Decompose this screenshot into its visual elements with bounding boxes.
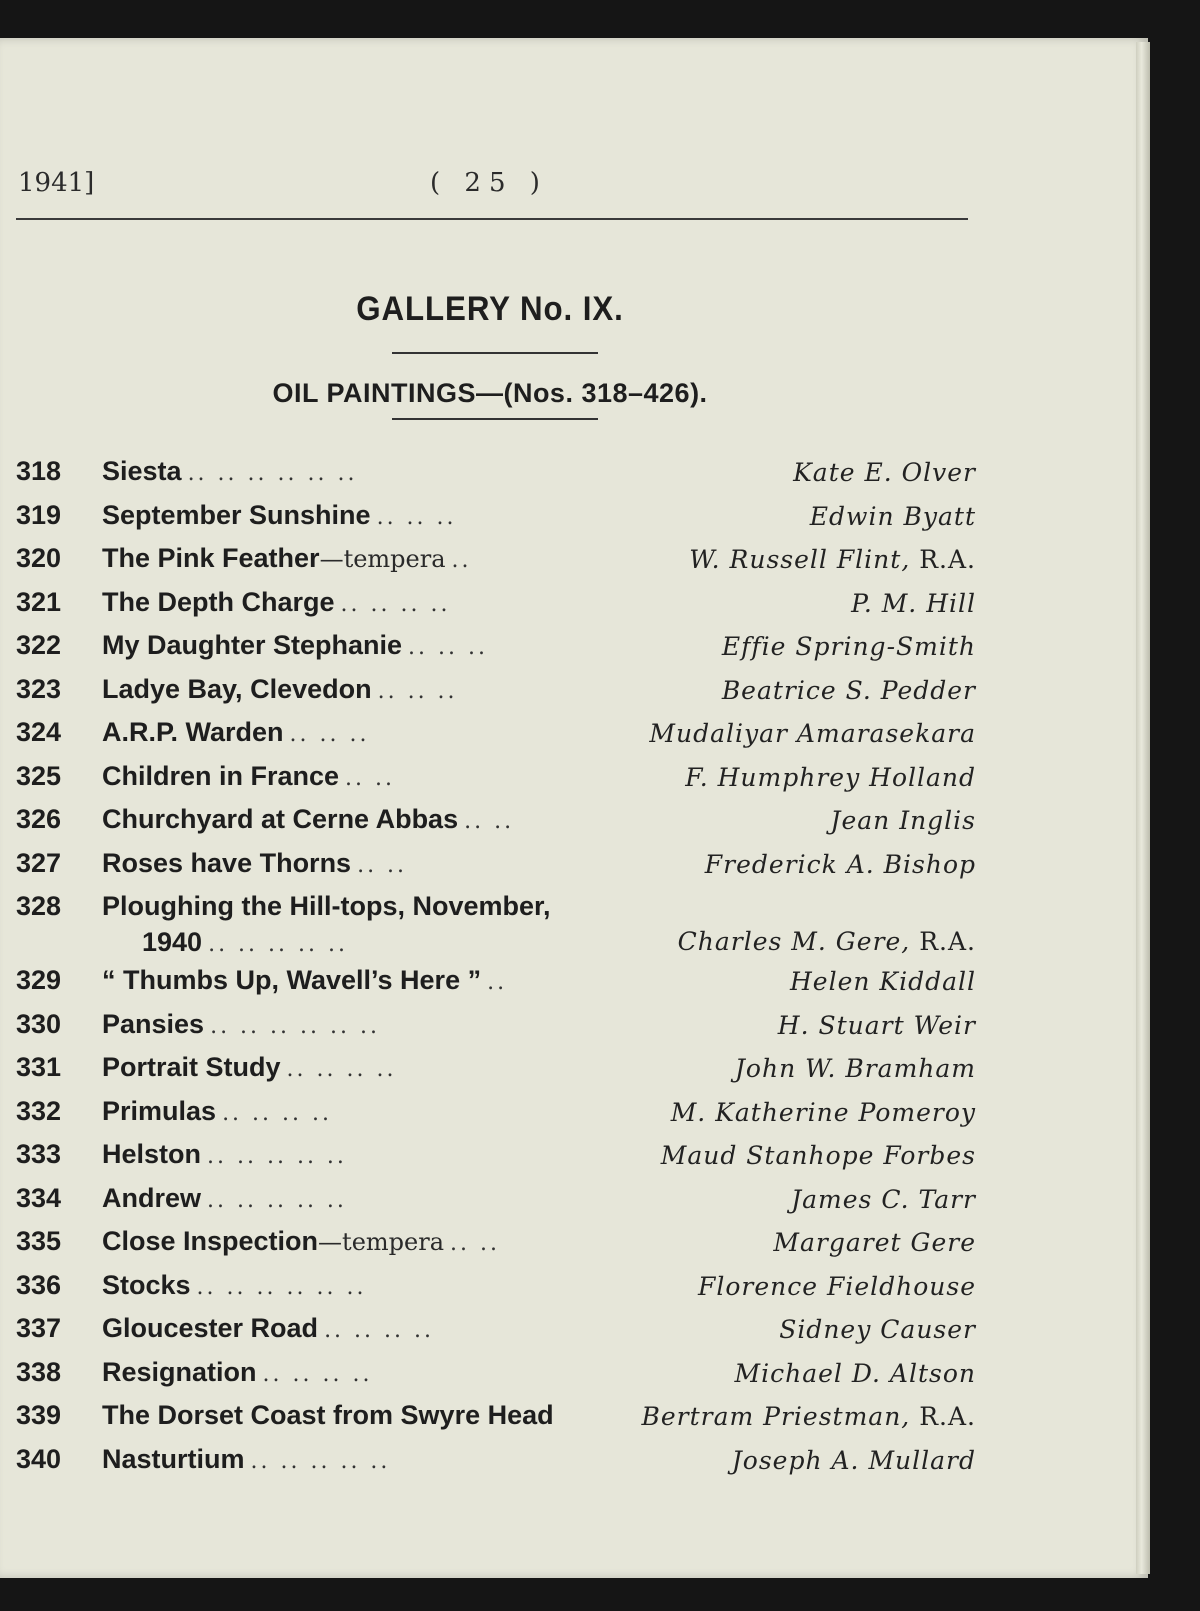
entry-artist: [596, 806, 976, 835]
catalogue-entry: [16, 887, 976, 961]
catalogue-entry: [16, 1179, 976, 1223]
catalogue-entry: [16, 844, 976, 888]
entry-title-text: Ploughing the Hill-tops, November,: [102, 891, 551, 921]
catalogue-entry: [16, 961, 976, 1005]
leader-dots: .. ..: [345, 765, 396, 791]
leader-dots: .. .. ..: [377, 678, 458, 704]
entry-artist: [596, 1185, 976, 1214]
entry-title-text: A.R.P. Warden: [102, 717, 284, 747]
section-rule: [392, 418, 598, 420]
catalogue-entry: [16, 1396, 976, 1440]
artist-name: Kate E. Olver: [793, 458, 976, 487]
entry-title-text: Primulas: [102, 1095, 217, 1126]
entry-number: 332: [16, 1095, 62, 1126]
entry-title: [102, 1270, 596, 1301]
artist-name: Effie Spring-Smith: [721, 632, 976, 661]
catalogue-entry: [16, 800, 976, 844]
leader-dots: .. ..: [450, 1231, 500, 1256]
entry-title: [102, 1444, 596, 1475]
entry-title-text: Helston: [102, 1139, 202, 1169]
entry-title-text: Nasturtium: [102, 1443, 245, 1474]
catalogue-entry: [16, 670, 976, 714]
entry-artist: [596, 1054, 976, 1083]
artist-honour: R.A.: [919, 545, 976, 574]
leader-dots: ..: [451, 548, 472, 573]
leader-dots: .. .. .. ..: [340, 591, 451, 617]
catalogue-entry: [16, 1266, 976, 1310]
catalogue-entry: [16, 539, 976, 583]
leader-dots: ..: [487, 970, 508, 995]
entry-title-text: Stocks: [102, 1269, 191, 1300]
catalogue-entry: [16, 1353, 976, 1397]
entry-medium: —tempera: [319, 545, 446, 573]
artist-name: M. Katherine Pomeroy: [670, 1097, 976, 1127]
artist-name: Sidney Causer: [779, 1315, 976, 1344]
artist-name: Bertram Priestman,: [641, 1402, 911, 1431]
catalogue-entry: [16, 1092, 976, 1136]
entry-number: 335: [16, 1226, 62, 1256]
entry-title-text: Gloucester Road: [102, 1313, 319, 1343]
entry-artist: [596, 545, 976, 574]
entry-number: 322: [16, 630, 62, 660]
entry-title-text: The Depth Charge: [102, 586, 335, 617]
entry-title-text: The Pink Feather: [102, 543, 320, 573]
leader-dots: .. .. .. .. .. ..: [196, 1274, 367, 1300]
catalogue-entry: [16, 1222, 976, 1266]
artist-name: Charles M. Gere,: [677, 927, 911, 956]
entry-title: [102, 1009, 596, 1040]
entry-title: [102, 965, 596, 996]
entry-title: [102, 1400, 596, 1431]
artist-name: Florence Fieldhouse: [698, 1271, 976, 1301]
entry-title-text: “ Thumbs Up, Wavell’s Here ”: [102, 965, 482, 995]
entry-number: 339: [16, 1400, 62, 1430]
catalogue-page: [0, 38, 1148, 1578]
entry-title: [102, 1313, 596, 1344]
catalogue-entry: [16, 626, 976, 670]
leader-dots: .. ..: [464, 809, 515, 834]
entry-title-continuation: [142, 927, 596, 958]
running-header: [0, 130, 980, 198]
entry-number: 336: [16, 1269, 62, 1300]
entry-artist: [596, 1141, 976, 1170]
entry-number: 330: [16, 1008, 62, 1039]
section-title: OIL PAINTINGS—(Nos. 318–426).: [272, 378, 708, 408]
entry-number: 325: [16, 760, 62, 791]
entry-title-text: Andrew: [102, 1182, 202, 1213]
artist-name: P. M. Hill: [851, 588, 976, 618]
entry-artist: [596, 1272, 976, 1301]
entry-title: [102, 1052, 596, 1083]
artist-name: H. Stuart Weir: [777, 1010, 976, 1040]
header-rule: [16, 218, 968, 220]
entry-title: [102, 456, 596, 487]
artist-name: W. Russell Flint,: [689, 545, 911, 574]
entry-artist: [596, 763, 976, 792]
catalogue-entry: [16, 452, 976, 496]
entry-title: [102, 1096, 596, 1127]
entry-title: [102, 1226, 596, 1257]
artist-name: Maud Stanhope Forbes: [660, 1141, 976, 1170]
entry-title: [102, 543, 596, 574]
entry-number: 337: [16, 1313, 62, 1343]
leader-dots: .. .. ..: [408, 635, 488, 660]
entry-title-text: Roses have Thorns: [102, 847, 352, 878]
leader-dots: .. .. .. .. ..: [250, 1448, 391, 1474]
entry-number: 323: [16, 673, 62, 704]
leader-dots: .. .. .. ..: [286, 1057, 397, 1082]
entry-number: 329: [16, 965, 62, 995]
entry-title: [102, 804, 596, 835]
entry-title: [102, 1139, 596, 1170]
artist-name: Edwin Byatt: [809, 501, 976, 531]
leader-dots: .. .. ..: [376, 504, 457, 530]
entry-artist: [596, 1011, 976, 1040]
catalogue-entry: [16, 1440, 976, 1484]
entry-title-text: Close Inspection: [102, 1226, 319, 1256]
entry-number: 320: [16, 543, 62, 573]
catalogue-entry: [16, 757, 976, 801]
entry-title-text: Portrait Study: [102, 1052, 281, 1082]
leader-dots: .. .. ..: [289, 722, 370, 747]
entry-artist: [596, 1228, 976, 1257]
artist-honour: R.A.: [919, 1402, 976, 1431]
entry-artist: [596, 1315, 976, 1344]
title-rule: [392, 352, 598, 354]
entry-artist: [596, 1359, 976, 1388]
catalogue-entry: [16, 496, 976, 540]
entry-title: [102, 500, 596, 531]
entry-artist: [596, 1446, 976, 1475]
entry-number: 326: [16, 804, 62, 834]
artist-name: Beatrice S. Pedder: [721, 675, 976, 705]
entry-artist: [596, 927, 976, 956]
leader-dots: .. .. .. .. ..: [208, 932, 348, 957]
artist-name: Margaret Gere: [773, 1228, 976, 1257]
page-number: ( 25 ): [430, 168, 548, 198]
artist-name: Frederick A. Bishop: [704, 849, 976, 879]
entry-title-text: Children in France: [102, 760, 340, 791]
entry-title-text: My Daughter Stephanie: [102, 630, 403, 660]
entry-number: 328: [16, 891, 62, 921]
entry-artist: [596, 676, 976, 705]
entry-artist: [596, 502, 976, 531]
entry-title: [102, 630, 596, 661]
leader-dots: .. .. .. ..: [262, 1361, 373, 1387]
leader-dots: .. .. .. .. .. ..: [187, 461, 358, 486]
artist-name: Michael D. Altson: [734, 1358, 976, 1388]
artist-honour: R.A.: [919, 927, 976, 956]
entry-title: [102, 587, 596, 618]
gallery-title: GALLERY No. IX.: [356, 290, 624, 328]
entry-number: 321: [16, 586, 62, 617]
artist-name: John W. Bramham: [734, 1054, 976, 1083]
entry-title-text: Churchyard at Cerne Abbas: [102, 804, 459, 834]
header-year: 1941]: [18, 168, 95, 198]
entry-title-text: Ladye Bay, Clevedon: [102, 673, 372, 704]
catalogue-entry: [16, 1048, 976, 1092]
entry-number: 340: [16, 1443, 62, 1474]
entry-number: 319: [16, 499, 62, 530]
leader-dots: .. .. .. ..: [222, 1100, 332, 1126]
entries-list: [16, 452, 976, 1483]
entry-number: 333: [16, 1139, 62, 1169]
leader-dots: .. .. .. .. .. ..: [210, 1013, 380, 1039]
entry-artist: [596, 967, 976, 996]
entry-title: [102, 848, 596, 879]
artist-name: Joseph A. Mullard: [731, 1445, 976, 1475]
entry-title: [102, 1357, 596, 1388]
entry-artist: [596, 850, 976, 879]
catalogue-entry: [16, 1309, 976, 1353]
entry-title-text: The Dorset Coast from Swyre Head: [102, 1400, 554, 1430]
entry-title: [102, 1183, 596, 1214]
entry-number: 324: [16, 717, 62, 747]
entry-title: [102, 674, 596, 705]
page-edge: [1136, 42, 1150, 1574]
artist-name: Jean Inglis: [830, 806, 976, 835]
entry-number: 331: [16, 1052, 62, 1082]
leader-dots: .. ..: [357, 852, 408, 878]
entry-title-text: Siesta: [102, 456, 182, 486]
artist-name: Mudaliyar Amarasekara: [649, 719, 976, 748]
entry-number: 338: [16, 1356, 62, 1387]
leader-dots: .. .. .. .. ..: [207, 1187, 347, 1213]
leader-dots: .. .. .. .. ..: [207, 1144, 347, 1169]
entry-title-text: Pansies: [102, 1008, 205, 1039]
entry-number: 318: [16, 456, 62, 486]
catalogue-entry: [16, 1135, 976, 1179]
leader-dots: .. .. .. ..: [324, 1318, 434, 1343]
entry-title-text: Resignation: [102, 1356, 257, 1387]
entry-title: [102, 761, 596, 792]
entry-artist: [596, 632, 976, 661]
catalogue-entry: [16, 1005, 976, 1049]
entry-medium: —tempera: [318, 1228, 444, 1256]
catalogue-entry: [16, 713, 976, 757]
entry-title-text: September Sunshine: [102, 499, 371, 530]
entry-number: 327: [16, 847, 62, 878]
entry-title-line2: 1940: [142, 927, 203, 957]
entry-artist: [596, 458, 976, 487]
entry-artist: [596, 1098, 976, 1127]
artist-name: Helen Kiddall: [789, 967, 976, 996]
catalogue-entry: [16, 583, 976, 627]
artist-name: F. Humphrey Holland: [685, 762, 976, 792]
entry-number: 334: [16, 1182, 62, 1213]
artist-name: James C. Tarr: [791, 1184, 976, 1214]
entry-artist: [596, 589, 976, 618]
entry-artist: [596, 719, 976, 748]
entry-title: [102, 717, 596, 748]
entry-artist: [596, 1402, 976, 1431]
entry-title: [102, 891, 596, 922]
